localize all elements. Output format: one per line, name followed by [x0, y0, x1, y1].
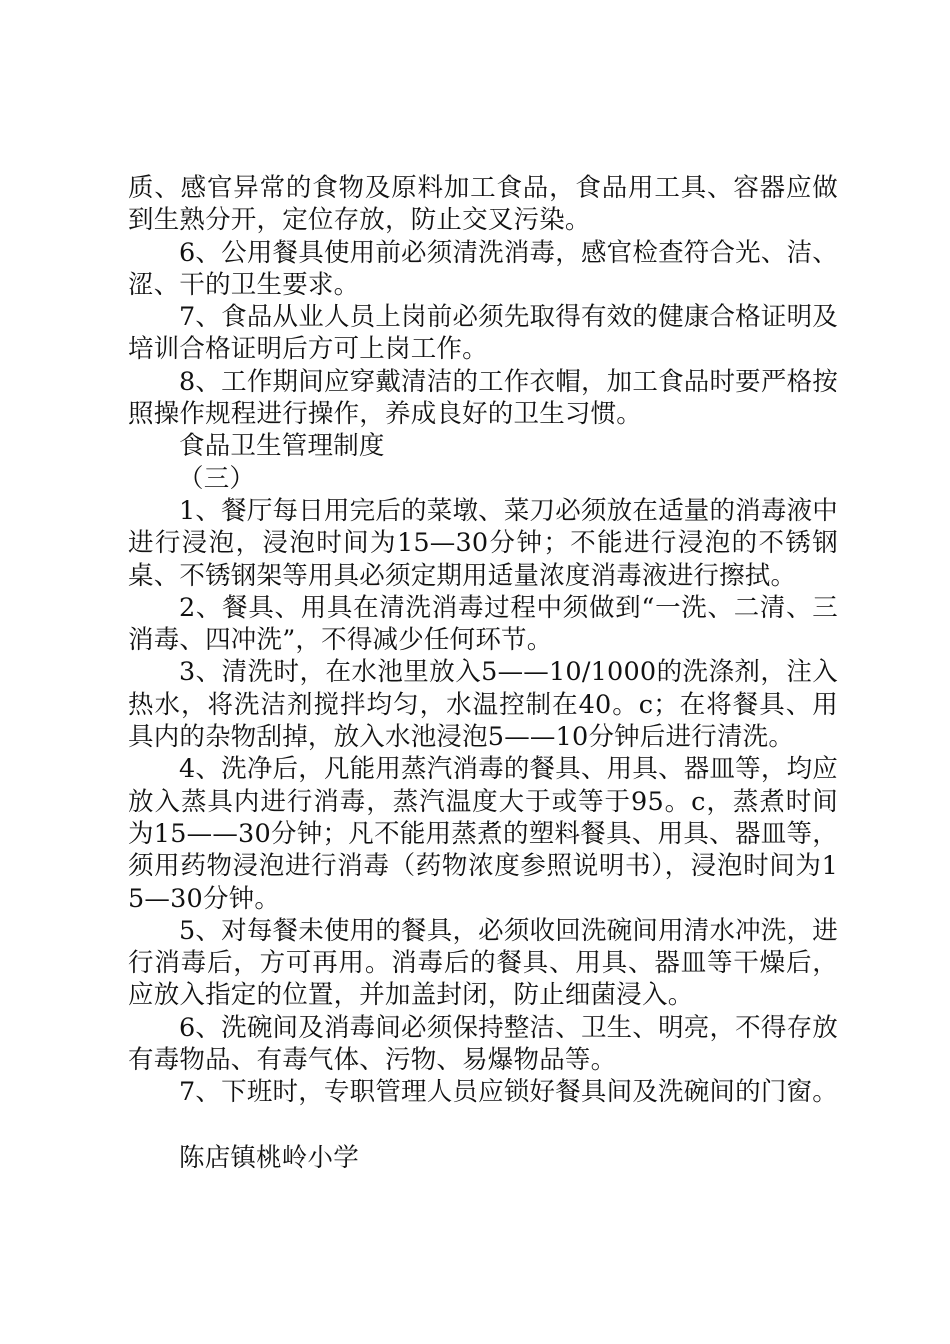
section-title: 食品卫生管理制度 [179, 431, 385, 462]
paragraph-item-6-tableware: 6、公用餐具使用前必须清洗消毒，感官检查符合光、洁、涩、干的卫生要求。 [128, 237, 838, 300]
section-number: （三） [178, 463, 256, 494]
paragraph-rule-2: 2、餐具、用具在清洗消毒过程中须做到“一洗、二清、三消毒、四冲洗”，不得减少任何环节。 [128, 592, 838, 656]
paragraph-rule-1: 1、餐厅每日用完后的菜墩、菜刀必须放在适量的消毒液中进行浸泡，浸泡时间为15—30分钟；不能进行浸泡的不锈钢桌、不锈钢架等用具必须定期用适量浓度消毒液进行擦拭。 [128, 495, 838, 591]
signature-school-name: 陈店镇桃岭小学 [179, 1142, 359, 1173]
paragraph-rule-6: 6、洗碗间及消毒间必须保持整洁、卫生、明亮，不得存放有毒物品、有毒气体、污物、易爆物品等。 [128, 1012, 838, 1076]
document-body [128, 172, 838, 1174]
paragraph-rule-4: 4、洗净后，凡能用蒸汽消毒的餐具、用具、器皿等，均应放入蒸具内进行消毒，蒸汽温度大于或等于95。c，蒸煮时间为15——30分钟；凡不能用蒸煮的塑料餐具、用具、器皿等，须用药物浸泡进行消毒（药物浓度参照说明书），浸泡时间为15—30分钟。 [128, 754, 838, 914]
paragraph-rule-7: 7、下班时，专职管理人员应锁好餐具间及洗碗间的门窗。 [179, 1077, 838, 1108]
paragraph-rule-3: 3、清洗时，在水池里放入5——10/1000的洗涤剂，注入热水，将洗洁剂搅拌均匀，水温控制在40。c；在将餐具、用具内的杂物刮掉，放入水池浸泡5——10分钟后进行清洗。 [128, 657, 838, 753]
paragraph-continuation: 质、感官异常的食物及原料加工食品，食品用工具、容器应做到生熟分开，定位存放，防止交叉污染。 [128, 173, 838, 236]
paragraph-rule-5: 5、对每餐未使用的餐具，必须收回洗碗间用清水冲洗，进行消毒后，方可再用。消毒后的餐具、用具、器皿等干燥后，应放入指定的位置，并加盖封闭，防止细菌浸入。 [128, 915, 838, 1011]
paragraph-item-8-work-clothes: 8、工作期间应穿戴清洁的工作衣帽，加工食品时要严格按照操作规程进行操作，养成良好的卫生习惯。 [128, 366, 838, 430]
paragraph-item-7-staff-certificate: 7、食品从业人员上岗前必须先取得有效的健康合格证明及培训合格证明后方可上岗工作。 [128, 302, 838, 365]
